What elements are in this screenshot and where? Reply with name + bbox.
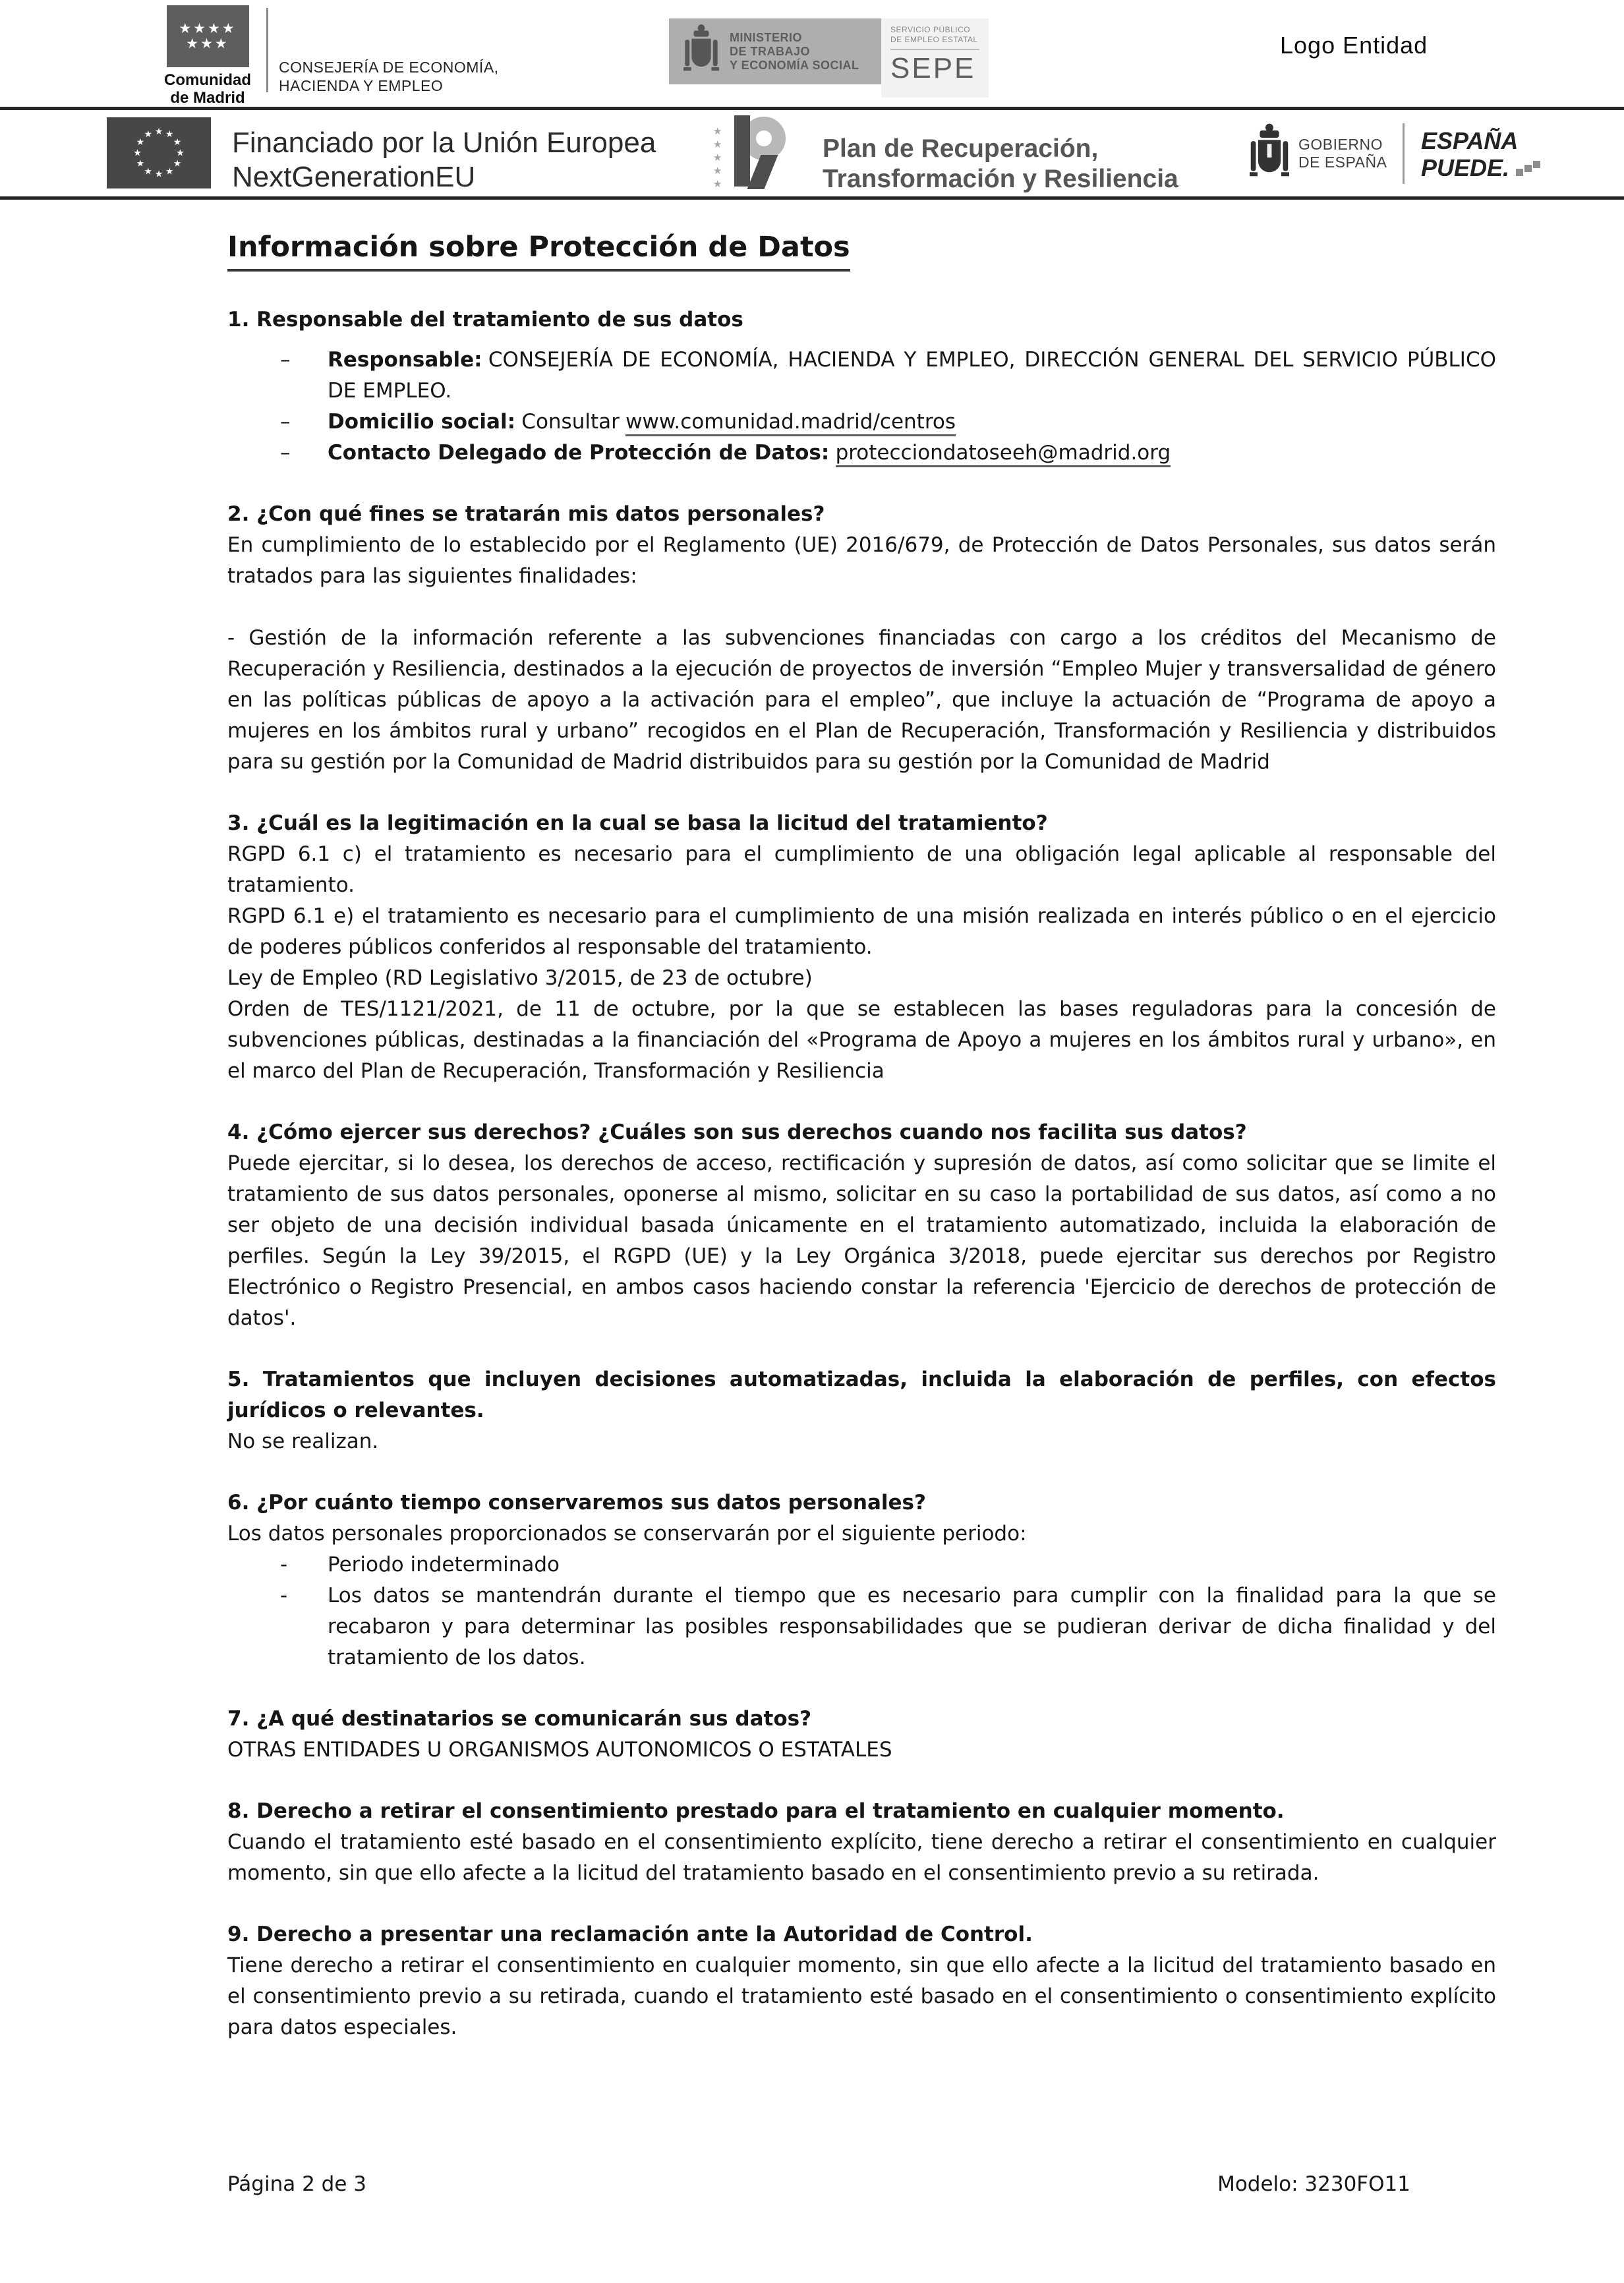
section-reclamacion (227, 1919, 1496, 2043)
consejeria-line: HACIENDA Y EMPLEO (279, 77, 444, 94)
consejeria-line: CONSEJERÍA DE ECONOMÍA, (279, 59, 499, 76)
gobierno-espana-logo (1250, 118, 1387, 189)
section-heading: 7. ¿A qué destinatarios se comunicarán sus datos? (227, 1707, 812, 1731)
ministerio-line: DE TRABAJO (730, 44, 811, 58)
section-heading: 6. ¿Por cuánto tiempo conservaremos sus datos personales? (227, 1491, 926, 1515)
comunidad-madrid-flag-block (158, 5, 257, 107)
dash-bullet-icon: – (280, 410, 291, 434)
gobierno-line: DE ESPAÑA (1298, 154, 1387, 171)
ministerio-line: MINISTERIO (730, 30, 803, 44)
svg-text:★: ★ (154, 126, 163, 137)
ministerio-line: Y ECONOMÍA SOCIAL (730, 58, 859, 72)
paragraph: Tiene derecho a retirar el consentimiento en cualquier momento, sin que ello afecte a la licitud del tratamiento basado en el consentimiento previo a su retirada, cuando el tratamiento esté basado en el consentimiento o consentimiento explícito para datos especiales. (227, 1953, 1496, 2039)
paragraph: Ley de Empleo (RD Legislativo 3/2015, de 23 de octubre) (227, 966, 813, 990)
paragraph: Los datos personales proporcionados se conservarán por el siguiente periodo: (227, 1522, 1027, 1546)
bullet-text: Periodo indeterminado (328, 1553, 560, 1576)
stairs-icon (1516, 169, 1523, 176)
list-item (227, 1580, 1496, 1673)
paragraph: OTRAS ENTIDADES U ORGANISMOS AUTONOMICOS O ESTATALES (227, 1738, 892, 1762)
header-vertical-divider (266, 8, 268, 92)
dash-bullet-icon: - (280, 1584, 288, 1607)
svg-text:★: ★ (165, 166, 174, 177)
bullet-text: Contacto Delegado de Protección de Datos: protecciondatoseeh@madrid.org (328, 438, 1496, 469)
bullet-text: Domicilio social: Consultar www.comunidad.madrid/centros (328, 407, 1496, 438)
section-legitimacion (227, 808, 1496, 1087)
svg-text:★: ★ (176, 148, 185, 159)
paragraph: No se realizan. (227, 1430, 379, 1453)
eu-funding-line: Financiado por la Unión Europea (232, 127, 656, 159)
gobierno-espana-label (1298, 136, 1387, 171)
svg-text:★: ★ (136, 158, 145, 169)
gobierno-coat-of-arms-icon (1250, 122, 1289, 185)
espana-puede-line: PUEDE. (1421, 154, 1523, 181)
top-header (0, 0, 1624, 107)
espana-puede-label (1421, 127, 1523, 181)
paragraph: - Gestión de la información referente a las subvenciones financiadas con cargo a los créditos del Mecanismo de Recuperación y Resiliencia, destinados a la ejecución de proyectos de inversión “Empleo Mujer y transversalidad de género en las políticas públicas de apoyo a la activación para el empleo”, que incluye la actuación de “Programa de apoyo a mujeres en los ámbitos rural y urbano” recogidos en el Plan de Recuperación, Transformación y Resiliencia y distribuidos para su gestión por la Comunidad de Madrid distribuidos para su gestión por la Comunidad de Madrid (227, 626, 1496, 774)
section-destinatarios (227, 1704, 1496, 1766)
recovery-plan-label (823, 134, 1178, 194)
section-heading: 1. Responsable del tratamiento de sus datos (227, 308, 743, 332)
paragraph: En cumplimiento de lo establecido por el Reglamento (UE) 2016/679, de Protección de Datos Personales, sus datos serán tratados para las siguientes finalidades: (227, 533, 1496, 588)
svg-text:★: ★ (144, 166, 153, 177)
r-logo-stars: ★★★★★ (713, 125, 722, 190)
consejeria-label (279, 58, 499, 98)
section-conservacion (227, 1488, 1496, 1673)
section-fines (227, 499, 1496, 778)
madrid-stars-row: ★★★★ (179, 20, 237, 36)
section-heading: 8. Derecho a retirar el consentimiento prestado para el tratamiento en cualquier momento. (227, 1799, 1285, 1823)
paragraph: Orden de TES/1121/2021, de 11 de octubre, por la que se establecen las bases reguladoras para la concesión de subvenciones públicas, destinadas a la financiación del «Programa de Apoyo a mujeres en los ámbitos rural y urbano», en el marco del Plan de Recuperación, Transformación y Resiliencia (227, 997, 1496, 1083)
section-heading: 2. ¿Con qué fines se tratarán mis datos personales? (227, 502, 825, 526)
logo-entidad-placeholder: Logo Entidad (1280, 32, 1428, 59)
ministerio-label (730, 31, 859, 72)
svg-text:★: ★ (165, 129, 174, 140)
recovery-plan-line: Transformación y Resiliencia (823, 165, 1178, 193)
paragraph: Cuando el tratamiento esté basado en el consentimiento explícito, tiene derecho a retirar el consentimiento en cualquier momento, sin que ello afecte a la licitud del tratamiento basado en el consentimiento previo a su retirada. (227, 1830, 1496, 1885)
list-item (227, 345, 1496, 407)
ministerio-gray-panel (669, 18, 881, 84)
svg-text:★: ★ (144, 129, 153, 140)
footer-model-number: Modelo: 3230FO11 (1217, 2172, 1410, 2196)
svg-text:★: ★ (154, 169, 163, 180)
section-responsable (227, 304, 1496, 469)
spain-coat-of-arms-icon (683, 23, 719, 80)
section-heading: 3. ¿Cuál es la legitimación en la cual se basa la licitud del tratamiento? (227, 811, 1048, 835)
recovery-plan-r-icon (713, 115, 812, 190)
comunidad-madrid-logo (158, 5, 499, 107)
section-retirar-consentimiento (227, 1796, 1496, 1889)
eu-funding-label (232, 126, 656, 194)
madrid-stars-row: ★★★ (186, 36, 229, 51)
bullet-text: Los datos se mantendrán durante el tiempo que es necesario para cumplir con la finalidad para la que se recabaron y para determinar las posibles responsabilidades que se pudieran derivar de dicha finalidad y del tratamiento de los datos. (328, 1584, 1496, 1669)
sepe-wordmark: SEPE (890, 52, 976, 84)
recovery-plan-line: Plan de Recuperación, (823, 134, 1099, 163)
bullet-text: Responsable: CONSEJERÍA DE ECONOMÍA, HACIENDA Y EMPLEO, DIRECCIÓN GENERAL DEL SERVICIO PÚBLICO DE EMPLEO. (328, 348, 1496, 403)
blank-line (227, 592, 1496, 623)
svg-text:★: ★ (133, 148, 142, 159)
eu-funding-line: NextGenerationEU (232, 161, 476, 193)
list-item (227, 407, 1496, 438)
list-item (227, 438, 1496, 469)
svg-text:★: ★ (173, 137, 182, 148)
comunidad-madrid-flag-icon (167, 5, 249, 67)
section-derechos (227, 1117, 1496, 1334)
dash-bullet-icon: – (280, 348, 291, 372)
espana-puede-line: ESPAÑA (1421, 127, 1519, 154)
r-logo-stem (734, 115, 750, 187)
paragraph: RGPD 6.1 c) el tratamiento es necesario para el cumplimiento de una obligación legal aplicable al responsable del tratamiento. (227, 842, 1496, 897)
eu-funding-band (0, 107, 1624, 200)
section-heading: 4. ¿Cómo ejercer sus derechos? ¿Cuáles son sus derechos cuando nos facilita sus datos? (227, 1120, 1247, 1144)
section-decisiones-automatizadas (227, 1364, 1496, 1457)
list-item (227, 1549, 1496, 1580)
paragraph: Puede ejercitar, si lo desea, los derechos de acceso, rectificación y supresión de datos, así como solicitar que se limite el tratamiento de sus datos personales, oponerse al mismo, solicitar en su caso la portabilidad de sus datos, así como a no ser objeto de una decisión individual basada únicamente en el tratamiento automatizado, incluida la elaboración de perfiles. Según la Ley 39/2015, el RGPD (UE) y la Ley Orgánica 3/2018, puede ejercitar sus derechos por Registro Electrónico o Registro Presencial, en ambos casos haciendo constar la referencia 'Ejercicio de derechos de protección de datos'. (227, 1151, 1496, 1330)
eu-flag-icon (107, 117, 211, 188)
sepe-subtitle-line: DE EMPLEO ESTATAL (890, 35, 978, 44)
svg-text:★: ★ (136, 137, 145, 148)
dash-bullet-icon: – (280, 441, 291, 465)
sepe-subtitle (890, 25, 979, 45)
r-logo-leg (747, 155, 778, 189)
paragraph: RGPD 6.1 e) el tratamiento es necesario para el cumplimiento de una misión realizada en interés público o en el ejercicio de poderes públicos conferidos al responsable del tratamiento. (227, 904, 1496, 959)
centros-link[interactable]: www.comunidad.madrid/centros (625, 410, 956, 436)
ministerio-trabajo-logo (669, 18, 989, 84)
document-body (227, 231, 1496, 2073)
section-heading: 9. Derecho a presentar una reclamación ante la Autoridad de Control. (227, 1922, 1033, 1946)
section-heading: 5. Tratamientos que incluyen decisiones automatizadas, incluida la elaboración de perfiles, con efectos jurídicos o relevantes. (227, 1368, 1496, 1422)
sepe-subtitle-line: SERVICIO PÚBLICO (890, 25, 971, 34)
gobierno-line: GOBIERNO (1298, 136, 1383, 153)
dpo-email-link[interactable]: protecciondatoseeh@madrid.org (836, 441, 1171, 467)
gobierno-divider-line (1403, 123, 1405, 184)
comunidad-madrid-wordmark (158, 71, 257, 107)
sepe-divider-line (890, 49, 979, 50)
footer-page-number: Página 2 de 3 (227, 2172, 366, 2196)
dash-bullet-icon: - (280, 1553, 288, 1576)
svg-text:★: ★ (173, 158, 182, 169)
page-title: Información sobre Protección de Datos (227, 231, 850, 272)
madrid-name-line: Comunidad (164, 71, 251, 89)
sepe-logo (881, 18, 989, 98)
madrid-name-line: de Madrid (170, 89, 245, 107)
